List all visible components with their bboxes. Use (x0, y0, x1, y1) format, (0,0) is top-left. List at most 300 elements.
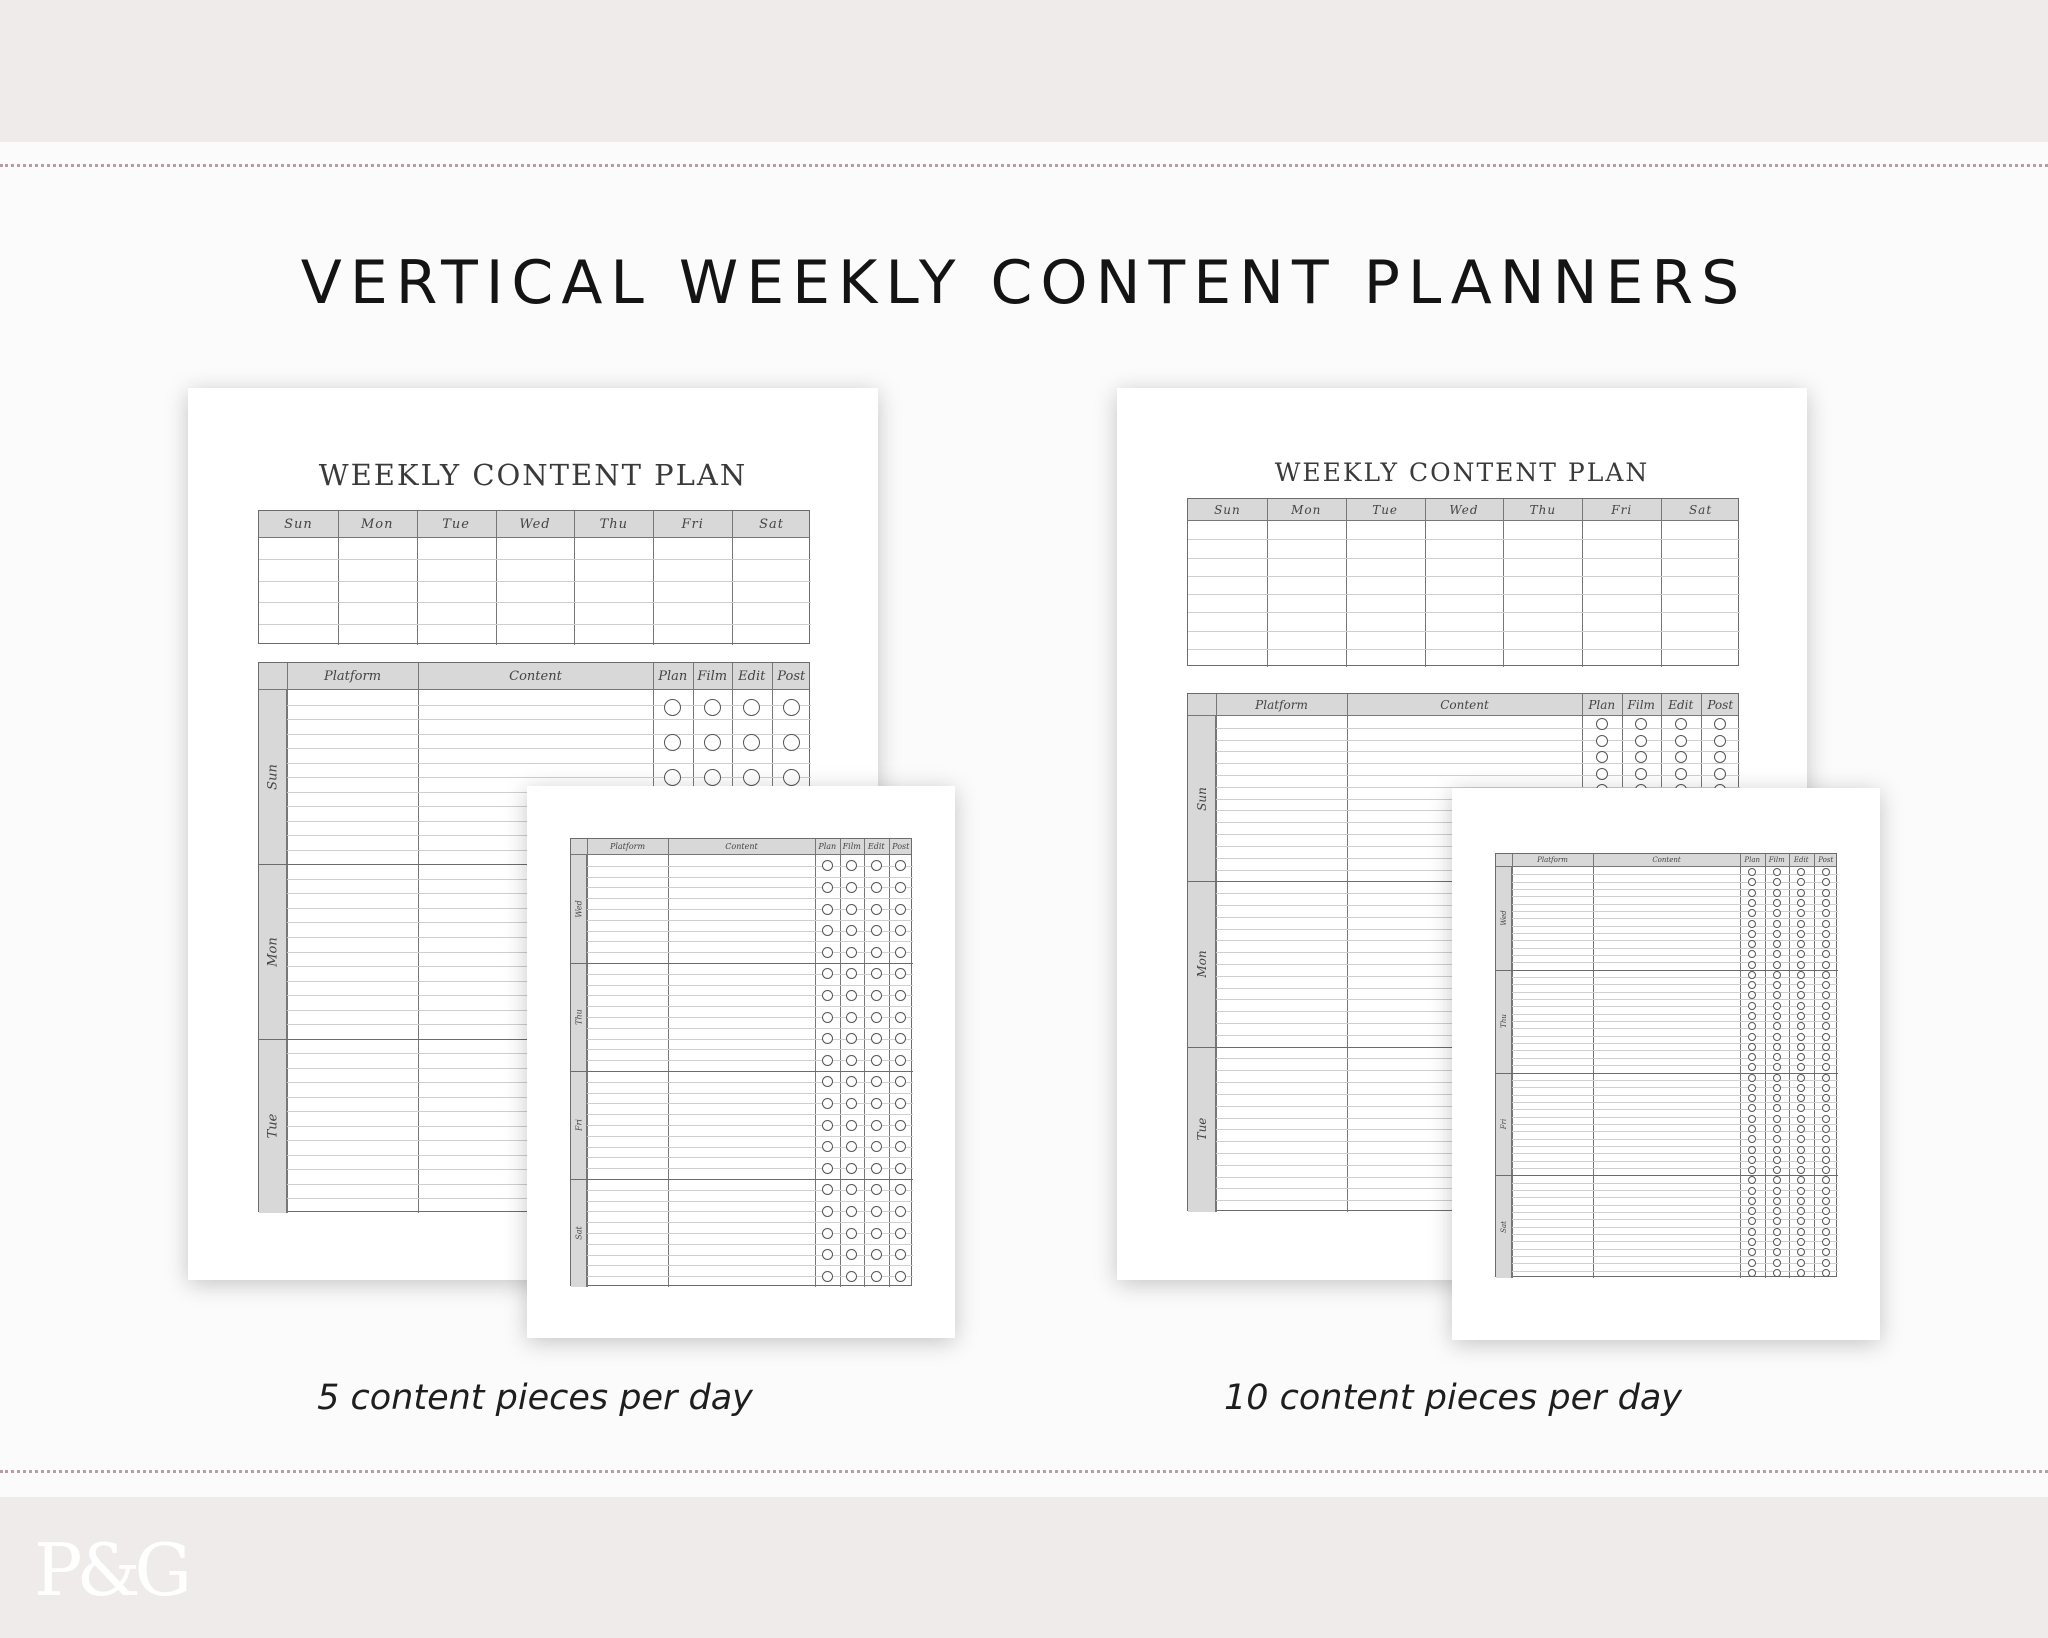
week-day-label: Sun (1214, 503, 1241, 517)
planner-title: WEEKLY CONTENT PLAN (318, 458, 748, 492)
dotted-divider-bottom (0, 1470, 2048, 1473)
writing-line (587, 1093, 913, 1094)
writing-line (587, 985, 913, 986)
checkbox-circle (1822, 940, 1830, 948)
writing-line (1216, 763, 1740, 764)
checkbox-circle (846, 1120, 857, 1131)
writing-line (1216, 728, 1740, 729)
checkbox-circle (822, 990, 833, 1001)
writing-line (587, 1190, 913, 1191)
checkbox-circle (1773, 1166, 1781, 1174)
writing-line (1512, 874, 1838, 875)
writing-line (1512, 1095, 1838, 1096)
writing-line (587, 1060, 913, 1061)
writing-line (587, 866, 913, 867)
checkbox-circle (822, 925, 833, 936)
day-label: Sun (1195, 786, 1209, 811)
checkbox-circle (1797, 1146, 1805, 1154)
checkbox-circle (846, 1033, 857, 1044)
checkbox-circle (1797, 1156, 1805, 1164)
checkbox-circle (1797, 878, 1805, 886)
checkbox-circle (1773, 1135, 1781, 1143)
week-day-label: Fri (681, 517, 704, 532)
checkbox-circle (1797, 1084, 1805, 1092)
writing-line (1512, 1227, 1838, 1228)
week-grid-line (1188, 594, 1740, 595)
checkbox-circle (1822, 971, 1830, 979)
week-day-label: Mon (1291, 503, 1322, 517)
writing-line (1512, 1212, 1838, 1213)
checkbox-circle (822, 1076, 833, 1087)
writing-line (1512, 1249, 1838, 1250)
checkbox-circle (1748, 1269, 1756, 1277)
checkbox-circle (743, 734, 760, 751)
checkbox-circle (822, 1098, 833, 1109)
column-divider (864, 839, 865, 1287)
checkbox-circle (822, 882, 833, 893)
checkbox-circle (1822, 1033, 1830, 1041)
day-divider (571, 1071, 913, 1072)
checkbox-circle (1773, 1033, 1781, 1041)
checkbox-circle (1773, 889, 1781, 897)
checkbox-circle (1748, 1115, 1756, 1123)
checkbox-circle (1822, 1084, 1830, 1092)
writing-line (1512, 999, 1838, 1000)
week-grid-line (1188, 649, 1740, 650)
checkbox-circle (1797, 981, 1805, 989)
checkbox-circle (871, 1012, 882, 1023)
writing-line (587, 1114, 913, 1115)
checkbox-circle (1773, 920, 1781, 928)
checkbox-circle (1748, 1084, 1756, 1092)
checkbox-circle (871, 1228, 882, 1239)
writing-line (587, 941, 913, 942)
week-grid-divider (1661, 499, 1662, 667)
checkbox-circle (1773, 1043, 1781, 1051)
checkbox-circle (743, 699, 760, 716)
checkbox-circle (895, 990, 906, 1001)
week-grid-divider (574, 511, 575, 645)
week-day-label: Thu (1529, 503, 1557, 517)
checkbox-circle (1797, 899, 1805, 907)
checkbox-circle (1773, 878, 1781, 886)
checkbox-circle (1748, 950, 1756, 958)
week-grid-line (1188, 612, 1740, 613)
checkbox-circle (1797, 1012, 1805, 1020)
checkbox-circle (1797, 1238, 1805, 1246)
checkbox-circle (1748, 1259, 1756, 1267)
writing-line (287, 719, 811, 720)
week-day-label: Thu (599, 517, 629, 532)
checkbox-circle (846, 968, 857, 979)
checkbox-circle (1773, 1084, 1781, 1092)
checkbox-circle (704, 699, 721, 716)
checkbox-circle (1822, 1135, 1830, 1143)
writing-line (1512, 1183, 1838, 1184)
checkbox-circle (846, 1228, 857, 1239)
checkbox-circle (1596, 718, 1608, 730)
writing-line (1512, 882, 1838, 883)
checkbox-circle (783, 734, 800, 751)
checkbox-circle (895, 860, 906, 871)
writing-line (1512, 1241, 1838, 1242)
checkbox-circle (1822, 1125, 1830, 1133)
checkbox-circle (1748, 981, 1756, 989)
checkbox-circle (1748, 1156, 1756, 1164)
checkbox-circle (846, 1076, 857, 1087)
top-band (0, 0, 2048, 142)
writing-line (587, 1125, 913, 1126)
week-day-label: Wed (1449, 503, 1479, 517)
column-label-check: Plan (1588, 698, 1616, 712)
checkbox-circle (895, 1055, 906, 1066)
checkbox-circle (846, 1249, 857, 1260)
checkbox-circle (871, 1163, 882, 1174)
checkbox-circle (871, 1055, 882, 1066)
writing-line (587, 920, 913, 921)
checkbox-circle (1822, 868, 1830, 876)
checkbox-circle (822, 860, 833, 871)
checkbox-circle (1773, 909, 1781, 917)
checkbox-circle (1635, 768, 1647, 780)
writing-line (1512, 904, 1838, 905)
checkbox-circle (1822, 1187, 1830, 1195)
writing-line (1216, 775, 1740, 776)
week-day-label: Fri (1611, 503, 1633, 517)
week-grid-divider (1582, 499, 1583, 667)
day-divider (571, 963, 913, 964)
checkbox-circle (822, 1120, 833, 1131)
checkbox-circle (1748, 1002, 1756, 1010)
week-grid-divider (1503, 499, 1504, 667)
content-table (570, 838, 912, 1286)
checkbox-circle (846, 1206, 857, 1217)
column-label-check: Plan (818, 842, 837, 851)
column-label-check: Edit (1668, 698, 1694, 712)
day-divider (1496, 1073, 1838, 1074)
checkbox-circle (1748, 1104, 1756, 1112)
writing-line (1512, 889, 1838, 890)
checkbox-circle (871, 860, 882, 871)
checkbox-circle (871, 1249, 882, 1260)
day-label: Tue (1195, 1117, 1209, 1141)
planner-sheet-five-back (527, 786, 955, 1338)
checkbox-circle (1797, 1115, 1805, 1123)
week-day-label: Mon (361, 517, 394, 532)
checkbox-circle (1748, 1187, 1756, 1195)
checkbox-circle (895, 1163, 906, 1174)
writing-line (1512, 1102, 1838, 1103)
checkbox-circle (1797, 1002, 1805, 1010)
checkbox-circle (1797, 889, 1805, 897)
checkbox-circle (1773, 930, 1781, 938)
writing-line (587, 898, 913, 899)
checkbox-circle (822, 1012, 833, 1023)
writing-line (587, 887, 913, 888)
writing-line (1512, 940, 1838, 941)
checkbox-circle (1797, 1033, 1805, 1041)
checkbox-circle (1822, 878, 1830, 886)
column-divider (287, 663, 288, 1213)
checkbox-circle (1773, 981, 1781, 989)
checkbox-circle (846, 947, 857, 958)
checkbox-circle (895, 1271, 906, 1282)
column-divider (418, 663, 419, 1213)
week-grid-line (1188, 539, 1740, 540)
checkbox-circle (1797, 961, 1805, 969)
checkbox-circle (1797, 1228, 1805, 1236)
checkbox-circle (1797, 950, 1805, 958)
checkbox-circle (1748, 920, 1756, 928)
column-label-check: Film (697, 669, 728, 684)
column-divider (815, 839, 816, 1287)
checkbox-circle (822, 904, 833, 915)
checkbox-circle (1773, 1228, 1781, 1236)
checkbox-circle (1773, 1146, 1781, 1154)
column-label-check: Post (1707, 698, 1734, 712)
checkbox-circle (871, 1098, 882, 1109)
checkbox-circle (1773, 1115, 1781, 1123)
writing-line (587, 1082, 913, 1083)
checkbox-circle (1748, 889, 1756, 897)
writing-line (1512, 918, 1838, 919)
week-grid-line (1188, 576, 1740, 577)
week-grid-divider (496, 511, 497, 645)
checkbox-circle (895, 1033, 906, 1044)
writing-line (1512, 1109, 1838, 1110)
checkbox-circle (1822, 1269, 1830, 1277)
checkbox-circle (1797, 1074, 1805, 1082)
checkbox-circle (822, 1163, 833, 1174)
writing-line (1512, 1050, 1838, 1051)
writing-line (587, 1255, 913, 1256)
writing-line (1216, 751, 1740, 752)
checkbox-circle (1748, 909, 1756, 917)
dotted-divider-top (0, 164, 2048, 167)
checkbox-circle (1773, 971, 1781, 979)
checkbox-circle (1822, 1197, 1830, 1205)
day-label: Thu (1500, 1014, 1508, 1028)
checkbox-circle (1748, 1146, 1756, 1154)
week-day-label: Wed (519, 517, 551, 532)
checkbox-circle (1822, 1012, 1830, 1020)
checkbox-circle (871, 1206, 882, 1217)
checkbox-circle (822, 1228, 833, 1239)
checkbox-circle (846, 1098, 857, 1109)
checkbox-circle (1748, 961, 1756, 969)
checkbox-circle (895, 968, 906, 979)
writing-line (1512, 1168, 1838, 1169)
writing-line (587, 1017, 913, 1018)
writing-line (587, 1028, 913, 1029)
writing-line (587, 1265, 913, 1266)
writing-line (1512, 955, 1838, 956)
checkbox-circle (846, 860, 857, 871)
checkbox-circle (1635, 735, 1647, 747)
writing-line (1512, 1219, 1838, 1220)
checkbox-circle (1773, 899, 1781, 907)
week-grid-divider (1346, 499, 1347, 667)
checkbox-circle (871, 1184, 882, 1195)
writing-line (1512, 1271, 1838, 1272)
writing-line (1512, 1161, 1838, 1162)
day-label: Sun (265, 764, 281, 790)
checkbox-circle (1675, 718, 1687, 730)
checkbox-circle (1748, 1166, 1756, 1174)
writing-line (587, 1211, 913, 1212)
writing-line (587, 1103, 913, 1104)
checkbox-circle (704, 734, 721, 751)
checkbox-circle (1822, 1063, 1830, 1071)
writing-line (287, 777, 811, 778)
writing-line (1512, 1124, 1838, 1125)
checkbox-circle (895, 1120, 906, 1131)
column-label-content: Content (509, 669, 562, 684)
writing-line (587, 1147, 913, 1148)
writing-line (1512, 1028, 1838, 1029)
week-grid-divider (1267, 499, 1268, 667)
writing-line (587, 1222, 913, 1223)
day-label: Mon (1195, 950, 1209, 978)
column-label-content: Content (1440, 698, 1489, 712)
checkbox-circle (846, 925, 857, 936)
checkbox-circle (895, 1012, 906, 1023)
writing-line (587, 952, 913, 953)
week-grid-divider (417, 511, 418, 645)
writing-line (287, 734, 811, 735)
checkbox-circle (846, 1184, 857, 1195)
checkbox-circle (1773, 1063, 1781, 1071)
writing-line (1512, 1014, 1838, 1015)
writing-line (287, 705, 811, 706)
column-label-check: Film (842, 842, 861, 851)
writing-line (1512, 992, 1838, 993)
column-divider (668, 839, 669, 1287)
checkbox-circle (895, 1076, 906, 1087)
checkbox-circle (1596, 751, 1608, 763)
writing-line (1512, 933, 1838, 934)
day-divider (1496, 970, 1838, 971)
checkbox-circle (1822, 950, 1830, 958)
column-label-check: Post (777, 669, 806, 684)
checkbox-circle (664, 769, 681, 786)
day-label: Fri (574, 1119, 584, 1131)
checkbox-circle (1596, 768, 1608, 780)
checkbox-circle (1773, 1156, 1781, 1164)
checkbox-circle (822, 1271, 833, 1282)
brand-logo: P&G (34, 1528, 187, 1612)
checkbox-circle (783, 769, 800, 786)
writing-line (1512, 1205, 1838, 1206)
checkbox-circle (1797, 920, 1805, 928)
checkbox-circle (1797, 1053, 1805, 1061)
day-label: Mon (265, 936, 281, 967)
checkbox-circle (895, 947, 906, 958)
checkbox-circle (1748, 1228, 1756, 1236)
writing-line (1512, 1065, 1838, 1066)
checkbox-circle (822, 968, 833, 979)
checkbox-circle (1797, 1166, 1805, 1174)
checkbox-circle (1748, 878, 1756, 886)
checkbox-circle (895, 1228, 906, 1239)
checkbox-circle (1773, 1053, 1781, 1061)
day-label: Thu (574, 1009, 584, 1025)
writing-line (587, 1136, 913, 1137)
writing-line (1512, 1058, 1838, 1059)
column-divider (889, 839, 890, 1287)
checkbox-circle (871, 968, 882, 979)
column-label-check: Post (1818, 856, 1834, 864)
checkbox-circle (1675, 735, 1687, 747)
checkbox-circle (1822, 909, 1830, 917)
checkbox-circle (1748, 1238, 1756, 1246)
week-grid-divider (732, 511, 733, 645)
checkbox-circle (871, 1033, 882, 1044)
checkbox-circle (1714, 768, 1726, 780)
column-divider (840, 839, 841, 1287)
week-grid (1187, 498, 1739, 666)
checkbox-circle (1797, 1207, 1805, 1215)
checkbox-circle (1773, 1002, 1781, 1010)
checkbox-circle (1822, 1259, 1830, 1267)
checkbox-circle (1797, 1104, 1805, 1112)
checkbox-circle (1773, 1197, 1781, 1205)
checkbox-circle (1822, 930, 1830, 938)
writing-line (1512, 1036, 1838, 1037)
week-grid-line (259, 602, 811, 603)
writing-line (587, 877, 913, 878)
checkbox-circle (871, 990, 882, 1001)
writing-line (587, 1157, 913, 1158)
checkbox-circle (1748, 1207, 1756, 1215)
writing-line (1512, 1006, 1838, 1007)
checkbox-circle (1773, 1012, 1781, 1020)
checkbox-circle (1773, 1104, 1781, 1112)
checkbox-circle (1748, 1033, 1756, 1041)
writing-line (587, 995, 913, 996)
checkbox-circle (1822, 1115, 1830, 1123)
checkbox-circle (1822, 1074, 1830, 1082)
checkbox-circle (846, 1055, 857, 1066)
checkbox-circle (895, 882, 906, 893)
checkbox-circle (871, 947, 882, 958)
day-label: Sat (574, 1226, 584, 1240)
writing-line (587, 1039, 913, 1040)
checkbox-circle (1773, 1094, 1781, 1102)
writing-line (1512, 1080, 1838, 1081)
checkbox-circle (743, 769, 760, 786)
checkbox-circle (1596, 735, 1608, 747)
checkbox-circle (822, 1249, 833, 1260)
writing-line (1512, 948, 1838, 949)
checkbox-circle (871, 882, 882, 893)
column-label-check: Post (892, 842, 910, 851)
checkbox-circle (1822, 1238, 1830, 1246)
checkbox-circle (871, 904, 882, 915)
checkbox-circle (1822, 961, 1830, 969)
writing-line (1512, 1043, 1838, 1044)
checkbox-circle (846, 904, 857, 915)
checkbox-circle (895, 1141, 906, 1152)
checkbox-circle (895, 904, 906, 915)
writing-line (1512, 896, 1838, 897)
writing-line (587, 1049, 913, 1050)
writing-line (1512, 1021, 1838, 1022)
checkbox-circle (1822, 1228, 1830, 1236)
checkbox-circle (1748, 1074, 1756, 1082)
checkbox-circle (1748, 1012, 1756, 1020)
column-label-check: Edit (867, 842, 885, 851)
